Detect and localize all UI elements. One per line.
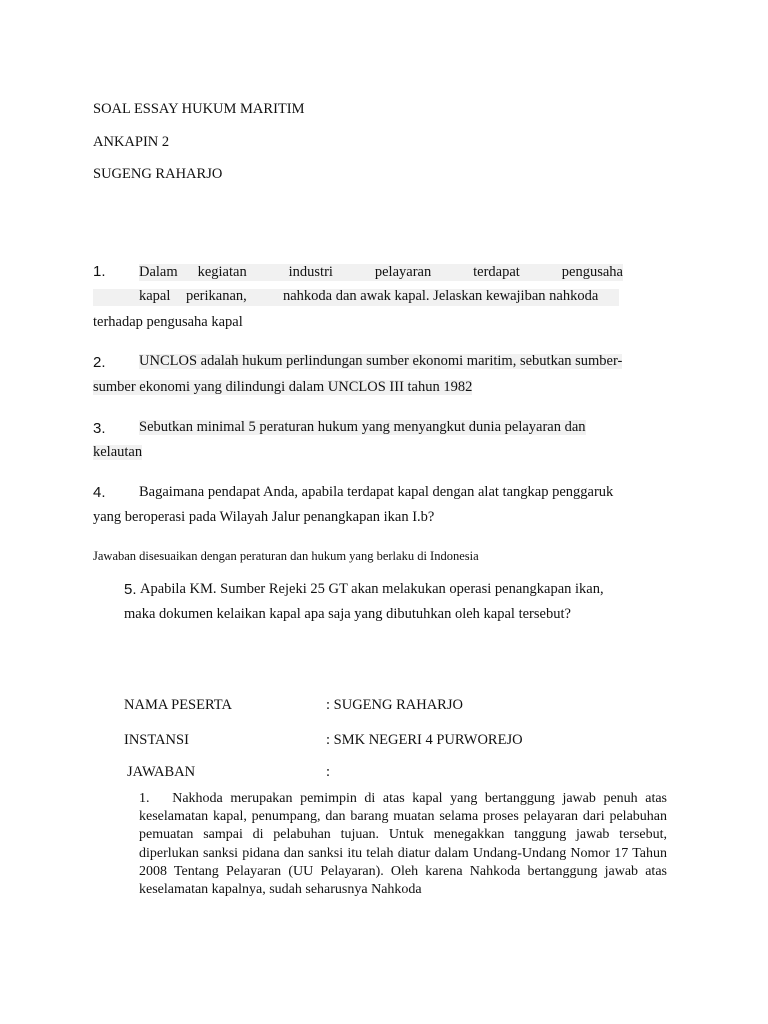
document-title: SOAL ESSAY HUKUM MARITIM bbox=[93, 101, 305, 117]
participant-institution-value: : SMK NEGERI 4 PURWOREJO bbox=[326, 732, 523, 748]
author-name: SUGENG RAHARJO bbox=[93, 166, 223, 182]
answer-colon: : bbox=[326, 764, 331, 780]
participant-institution-label: INSTANSI bbox=[124, 732, 189, 748]
question-2-line-1: UNCLOS adalah hukum perlindungan sumber ekonomi maritim, sebutkan sumber- bbox=[139, 353, 623, 369]
question-1-number: 1. bbox=[93, 263, 106, 280]
q1-word: terdapat bbox=[473, 264, 520, 280]
question-5-number: 5. bbox=[124, 581, 137, 598]
question-4-line-1: Bagaimana pendapat Anda, apabila terdapat kapal dengan alat tangkap penggaruk bbox=[139, 484, 614, 500]
answer-label: JAWABAN bbox=[127, 764, 196, 780]
question-1-line-1 bbox=[139, 264, 623, 281]
question-1-line-2a: kapal bbox=[139, 288, 171, 304]
question-5-line-2: maka dokumen kelaikan kapal apa saja yang dibutuhkan oleh kapal tersebut? bbox=[124, 606, 571, 622]
participant-name-label: NAMA PESERTA bbox=[124, 697, 232, 713]
question-2-number: 2. bbox=[93, 354, 106, 371]
question-4-number: 4. bbox=[93, 484, 106, 501]
question-3-line-2: kelautan bbox=[93, 444, 143, 460]
question-1-line-2c: nahkoda dan awak kapal. Jelaskan kewajiban nahkoda bbox=[283, 288, 599, 304]
answer-1 bbox=[139, 790, 667, 899]
answer-note: Jawaban disesuaikan dengan peraturan dan hukum yang berlaku di Indonesia bbox=[93, 549, 479, 563]
question-2-line-2: sumber ekonomi yang dilindungi dalam UNCLOS III tahun 1982 bbox=[93, 379, 473, 395]
participant-name-value: : SUGENG RAHARJO bbox=[326, 697, 463, 713]
q1-word: industri bbox=[288, 264, 333, 280]
question-1-line-3: terhadap pengusaha kapal bbox=[93, 314, 243, 330]
question-1-line-2b: perikanan, bbox=[186, 288, 247, 304]
question-3-number: 3. bbox=[93, 420, 106, 437]
answer-1-number: 1. bbox=[139, 791, 150, 806]
answer-1-text: Nakhoda merupakan pemimpin di atas kapal yang bertanggung jawab penuh atas keselamatan kapal, penumpang, dan barang muatan selama proses pelayaran dari pelabuhan pemuatan sampai di pelabuhan tujuan. Untuk menegakkan tanggung jawab tersebut, diperlukan sanksi pidana dan sanksi itu telah diatur dalam Undang-Undang Nomor 17 Tahun 2008 Tentang Pelayaran (UU Pelayaran). Oleh karena Nahkoda bertanggung jawab atas keselamatan kapalnya, sudah seharusnya Nahkoda bbox=[139, 791, 668, 898]
q1-word: Dalam bbox=[139, 264, 178, 280]
question-5-line-1: Apabila KM. Sumber Rejeki 25 GT akan melakukan operasi penangkapan ikan, bbox=[140, 581, 604, 597]
question-3-line-1: Sebutkan minimal 5 peraturan hukum yang menyangkut dunia pelayaran dan bbox=[139, 419, 586, 435]
q1-word: pelayaran bbox=[374, 264, 432, 280]
q1-word: pengusaha bbox=[561, 264, 623, 280]
q1-word: kegiatan bbox=[197, 264, 247, 280]
question-4-line-2: yang beroperasi pada Wilayah Jalur penangkapan ikan I.b? bbox=[93, 509, 435, 525]
class-label: ANKAPIN 2 bbox=[93, 134, 170, 150]
